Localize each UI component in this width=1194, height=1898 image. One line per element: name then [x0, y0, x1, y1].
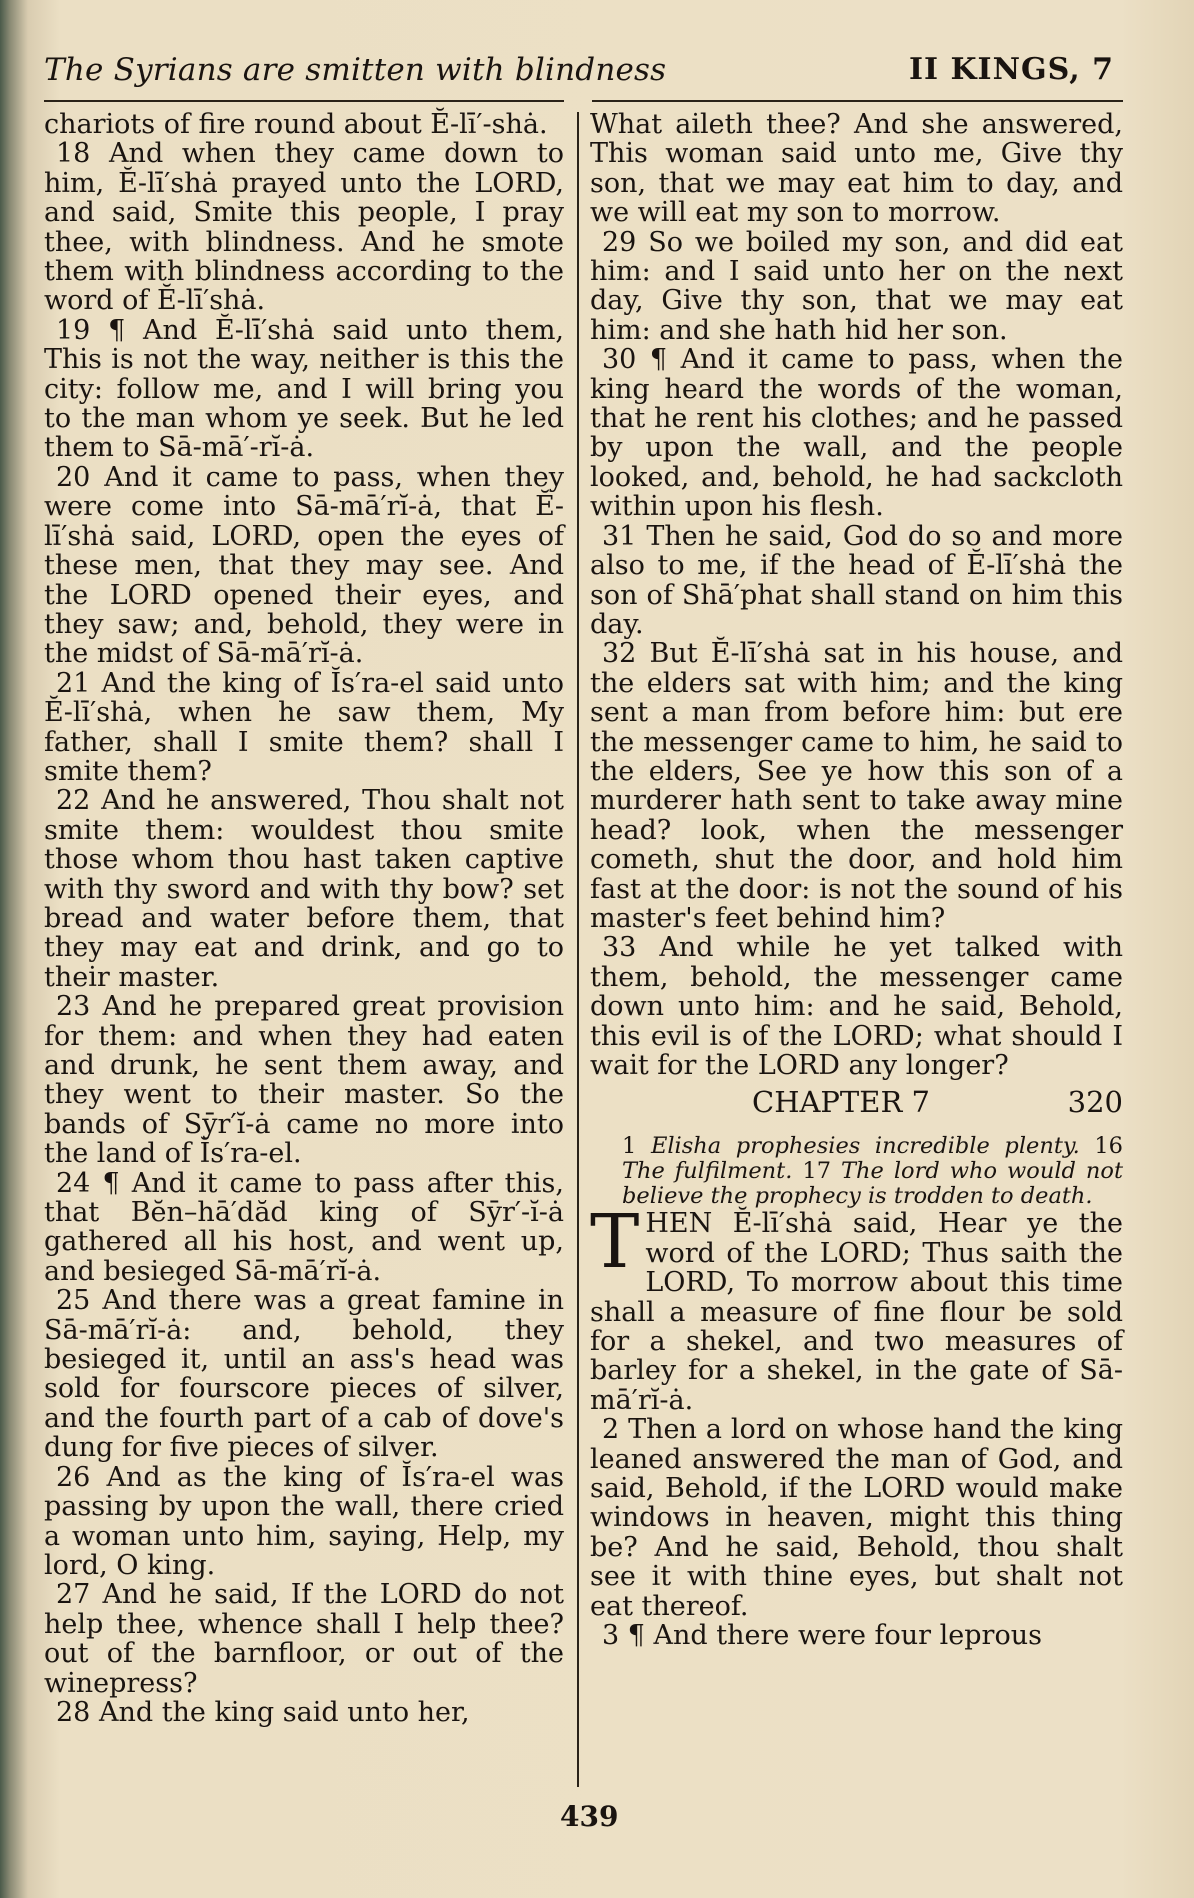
verse-19: 19 ¶ And Ĕ-lī′shȧ said unto them, This is not the way, neither is this the city: follow me, and I will bring you to the man whom ye seek. But he led them to Sā-mā′-rĭ-ȧ. [44, 314, 564, 464]
verse-1 [590, 1199, 1123, 1416]
summary-verse-1: 1 [622, 1133, 637, 1160]
verse-21: 21 And the king of Ĭs′ra-el said unto Ĕ-lī′shȧ, when he saw them, My father, shall I smite them? shall I smite them? [44, 667, 564, 787]
chapter-reference-number: 320 [1067, 1085, 1123, 1120]
verse-28-start: 28 And the king said unto her, [56, 1696, 470, 1728]
verse-26: 26 And as the king of Ĭs′ra-el was passing by upon the wall, there cried a woman unto him, saying, Help, my lord, O king. [44, 1461, 564, 1581]
column-divider [577, 112, 579, 1787]
summary-text-16: The fulfilment. [622, 1158, 793, 1185]
left-column [44, 110, 564, 1727]
verse-24: 24 ¶ And it came to pass after this, that Bĕn–hā′dăd king of Sȳr′-ĭ-ȧ gathered all his host, and went up, and besieged Sā-mā′rĭ-ȧ. [44, 1167, 564, 1287]
verse-33: 33 And while he yet talked with them, behold, the messenger came down unto him: and he said, Behold, this evil is of the LORD; what should I wait for the LORD any longer? [590, 932, 1123, 1081]
verse-3-start: 3 ¶ And there were four leprous [602, 1620, 1042, 1652]
verse-20: 20 And it came to pass, when they were come into Sā-mā′rĭ-ȧ, that Ĕ-lī′shȧ said, LORD, open the eyes of these men, that they may see. And the LORD opened their eyes, and they saw; and, behold, they were in the midst of Sā-mā′rĭ-ȧ. [44, 461, 564, 670]
page-number: 439 [560, 1800, 619, 1833]
verse-27: 27 And he said, If the LORD do not help thee, whence shall I help thee? out of the barnfloor, or out of the winepress? [44, 1579, 564, 1699]
chapter-heading [590, 1085, 1123, 1134]
summary-text-1: Elisha prophesies incredible plenty. [650, 1133, 1080, 1160]
running-head [44, 52, 1114, 96]
drop-cap: T [590, 1199, 640, 1286]
verse-17-end: chariots of fire round about Ĕ-lī′-shȧ. [44, 109, 548, 140]
verse-18: 18 And when they came down to him, Ĕ-lī′shȧ prayed unto the LORD, and said, Smite this people, I pray thee, with blindness. And he smote them with blindness according to the word of Ĕ-lī′shȧ. [44, 138, 564, 317]
verse-32: 32 But Ĕ-lī′shȧ sat in his house, and the elders sat with him; and the king sent a man from before him: but ere the messenger came to him, he said to the elders, See ye how this son of a murderer hath sent to take away mine head? look, when the messenger cometh, shut the door, and hold him fast at the door: is not the sound of his master's feet behind him? [590, 638, 1123, 934]
verse-28-end: What aileth thee? And she answered, This woman said unto me, Give thy son, that we may eat him to day, and we will eat my son to morrow. [590, 109, 1123, 229]
verse-22: 22 And he answered, Thou shalt not smite them: wouldest thou smite those whom thou hast taken captive with thy sword and with thy bow? set bread and water before them, that they may eat and drink, and go to their master. [44, 785, 564, 993]
summary-verse-16: 16 [1094, 1133, 1123, 1160]
header-rule-left [44, 100, 564, 102]
verse-31: 31 Then he said, God do so and more also to me, if the head of Ĕ-lī′shȧ the son of Shā′phat shall stand on him this day. [590, 520, 1123, 640]
verse-2: 2 Then a lord on whose hand the king leaned answered the man of God, and said, Behold, if the LORD would make windows in heaven, might this thing be? And he said, Behold, thou shalt see it with thine eyes, but shalt not eat thereof. [590, 1414, 1123, 1622]
summary-text-17: The lord who would not believe the prophecy is trodden to death. [622, 1158, 1123, 1210]
summary-verse-17: 17 [802, 1158, 832, 1185]
verse-25: 25 And there was a great famine in Sā-mā′rĭ-ȧ: and, behold, they besieged it, until an ass's head was sold for fourscore pieces of silver, and the fourth part of a cab of dove's dung for five pieces of silver. [44, 1285, 564, 1464]
running-head-title: The Syrians are smitten with blindness [44, 52, 667, 88]
chapter-title: CHAPTER 7 [752, 1085, 930, 1120]
header-rule-right [592, 100, 1123, 102]
verse-30: 30 ¶ And it came to pass, when the king heard the words of the woman, that he rent his clothes; and he passed by upon the wall, and the people looked, and, behold, he had sackcloth within upon his flesh. [590, 344, 1123, 523]
verse-23: 23 And he prepared great provision for them: and when they had eaten and drunk, he sent them away, and they went to their master. So the bands of Sȳr′ĭ-ȧ came no more into the land of Ĭs′ra-el. [44, 991, 564, 1170]
verse-29: 29 So we boiled my son, and did eat him: and I said unto her on the next day, Give thy son, that we may eat him: and she hath hid her son. [590, 226, 1123, 346]
verse-1-text: HEN Ĕ-lī′shȧ said, Hear ye the word of the LORD; Thus saith the LORD, To morrow about this time shall a measure of fine flour be sold for a shekel, and two measures of barley for a shekel, in the gate of Sā-mā′rĭ-ȧ. [590, 1208, 1123, 1416]
right-column [590, 110, 1123, 1651]
chapter-summary [590, 1134, 1123, 1209]
running-head-book-chapter: II KINGS, 7 [908, 52, 1114, 87]
